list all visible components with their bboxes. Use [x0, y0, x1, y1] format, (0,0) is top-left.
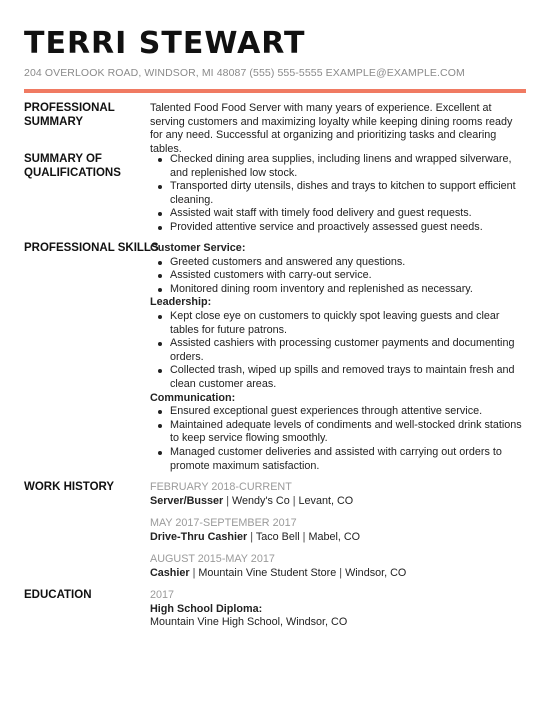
summary-text: Talented Food Food Server with many years of experience. Excellent at serving customers and maximizing loyalty while keeping dining rooms ready for any need. Successful at organizing and prioritizing tasks and clearing tables. [150, 102, 513, 155]
list-item: Managed customer deliveries and assisted with carrying out orders to promote maximum satisfaction. [170, 446, 522, 473]
list-item: Assisted customers with carry-out service. [170, 269, 522, 283]
contact-line: 204 OVERLOOK ROAD, WINDSOR, MI 48087 (555) 555-5555 EXAMPLE@EXAMPLE.COM [24, 67, 465, 79]
job-date: AUGUST 2015-MAY 2017 [150, 553, 275, 566]
job-company: Wendy's Co [232, 494, 290, 507]
list-item: Maintained adequate levels of condiments and well-stocked drink stations to keep service flowing smoothly. [170, 418, 522, 445]
qualifications-list [150, 153, 522, 235]
list-item: Ensured exceptional guest experiences through attentive service. [170, 405, 522, 419]
list-item: Assisted wait staff with timely food delivery and guest requests. [170, 207, 522, 221]
skill-list-leadership [150, 310, 522, 392]
job-location: Mabel, CO [308, 530, 361, 543]
job-company: Taco Bell [255, 530, 300, 543]
list-item: Greeted customers and answered any questions. [170, 256, 522, 270]
list-item: Monitored dining room inventory and replenished as necessary. [170, 283, 522, 297]
job-role: Drive-Thru Cashier [150, 530, 248, 543]
education-school: Mountain Vine High School, Windsor, CO [150, 616, 348, 629]
skill-group-heading: Leadership: [150, 296, 212, 309]
job-entry: AUGUST 2015-MAY 2017 Cashier | Mountain Vine Student Store | Windsor, CO [150, 553, 522, 580]
education-year: 2017 [150, 589, 175, 601]
section-title-skills: PROFESSIONAL SKILLS [24, 242, 159, 254]
accent-divider [24, 89, 526, 93]
job-role: Cashier [150, 566, 190, 579]
list-item: Assisted cashiers with processing customer payments and documenting orders. [170, 337, 522, 364]
section-title-work: WORK HISTORY [24, 481, 115, 493]
list-item: Provided attentive service and proactively assessed guest needs. [170, 221, 522, 235]
list-item: Kept close eye on customers to quickly spot leaving guests and clear tables for future patrons. [170, 310, 522, 337]
job-date: FEBRUARY 2018-CURRENT [150, 481, 292, 493]
list-item: Collected trash, wiped up spills and removed trays to maintain fresh and clean customer areas. [170, 364, 522, 391]
skill-list-communication [150, 405, 522, 473]
skill-group-heading: Communication: [150, 391, 236, 404]
education-degree: High School Diploma: [150, 602, 263, 615]
job-location: Windsor, CO [345, 566, 407, 579]
candidate-name: TERRI STEWART [24, 26, 306, 61]
job-entry: FEBRUARY 2018-CURRENT Server/Busser | Wendy's Co | Levant, CO [150, 481, 522, 508]
job-date: MAY 2017-SEPTEMBER 2017 [150, 517, 297, 530]
job-role: Server/Busser [150, 494, 224, 507]
section-title-summary: PROFESSIONAL SUMMARY [24, 102, 115, 128]
skill-group-heading: Customer Service: [150, 242, 246, 254]
list-item: Transported dirty utensils, dishes and trays to kitchen to support efficient cleaning. [170, 180, 522, 207]
job-location: Levant, CO [298, 494, 354, 507]
section-title-qualifications: SUMMARY OF QUALIFICATIONS [24, 153, 121, 179]
job-entry: MAY 2017-SEPTEMBER 2017 Drive-Thru Cashier | Taco Bell | Mabel, CO [150, 517, 522, 544]
list-item: Checked dining area supplies, including linens and wrapped silverware, and replenished low stock. [170, 153, 522, 180]
job-company: Mountain Vine Student Store [198, 566, 337, 579]
skill-list-customer-service [150, 256, 522, 297]
section-title-education: EDUCATION [24, 589, 92, 601]
